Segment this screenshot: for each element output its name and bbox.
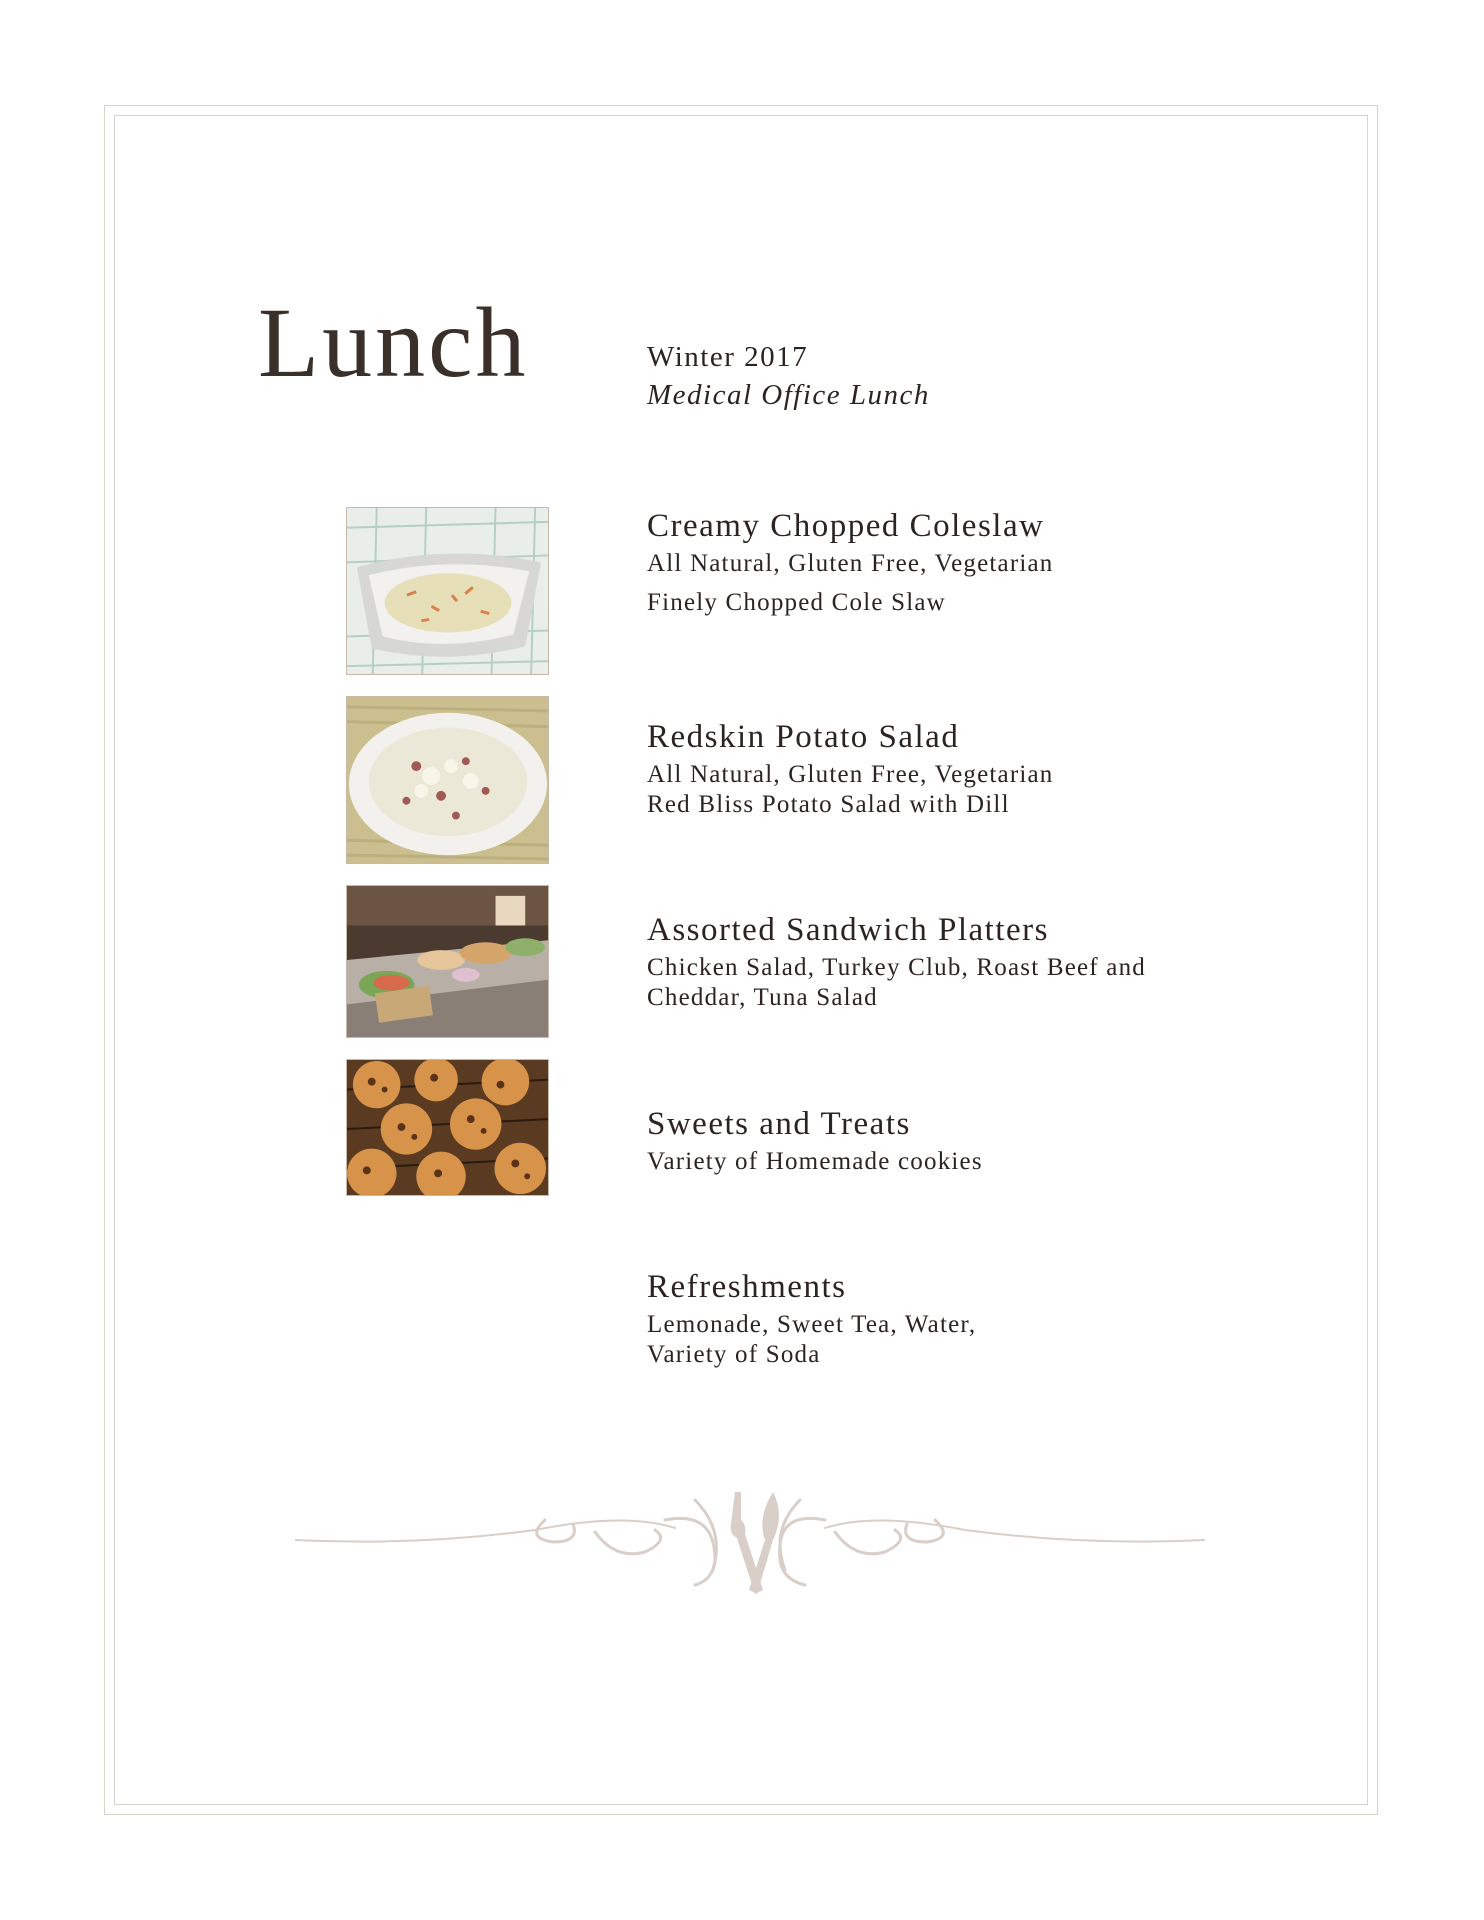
menu-item-desc-line: Chicken Salad, Turkey Club, Roast Beef and xyxy=(647,954,1146,981)
menu-item-desc-line: Cheddar, Tuna Salad xyxy=(647,984,878,1011)
menu-item-name: Refreshments xyxy=(647,1269,847,1305)
menu-header xyxy=(647,338,930,414)
page-title: Lunch xyxy=(258,287,529,398)
menu-item-tags: All Natural, Gluten Free, Vegetarian xyxy=(647,550,1054,577)
potato-salad-photo xyxy=(346,696,549,864)
fork-knife-flourish-icon xyxy=(295,1490,1205,1600)
menu-item-desc-line: Variety of Soda xyxy=(647,1341,821,1368)
menu-item-desc: Variety of Homemade cookies xyxy=(647,1148,983,1175)
menu-item-name: Creamy Chopped Coleslaw xyxy=(647,508,1045,544)
season-label: Winter 2017 xyxy=(647,341,809,373)
menu-item-coleslaw xyxy=(647,505,1207,618)
menu-item-sandwich-platters xyxy=(647,909,1207,1013)
menu-item-sweets xyxy=(647,1103,1207,1177)
menu-item-name: Redskin Potato Salad xyxy=(647,719,960,755)
menu-item-desc-line: Lemonade, Sweet Tea, Water, xyxy=(647,1311,977,1338)
menu-item-potato-salad xyxy=(647,716,1207,820)
menu-item-name: Assorted Sandwich Platters xyxy=(647,912,1049,948)
cookies-photo xyxy=(346,1059,549,1196)
menu-item-desc: Finely Chopped Cole Slaw xyxy=(647,589,946,616)
menu-item-desc: Red Bliss Potato Salad with Dill xyxy=(647,791,1010,818)
menu-item-refreshments xyxy=(647,1266,1207,1370)
menu-item-tags: All Natural, Gluten Free, Vegetarian xyxy=(647,761,1054,788)
coleslaw-photo xyxy=(346,507,549,675)
event-label: Medical Office Lunch xyxy=(647,379,930,411)
menu-item-name: Sweets and Treats xyxy=(647,1106,911,1142)
sandwich-platters-photo xyxy=(346,885,549,1038)
